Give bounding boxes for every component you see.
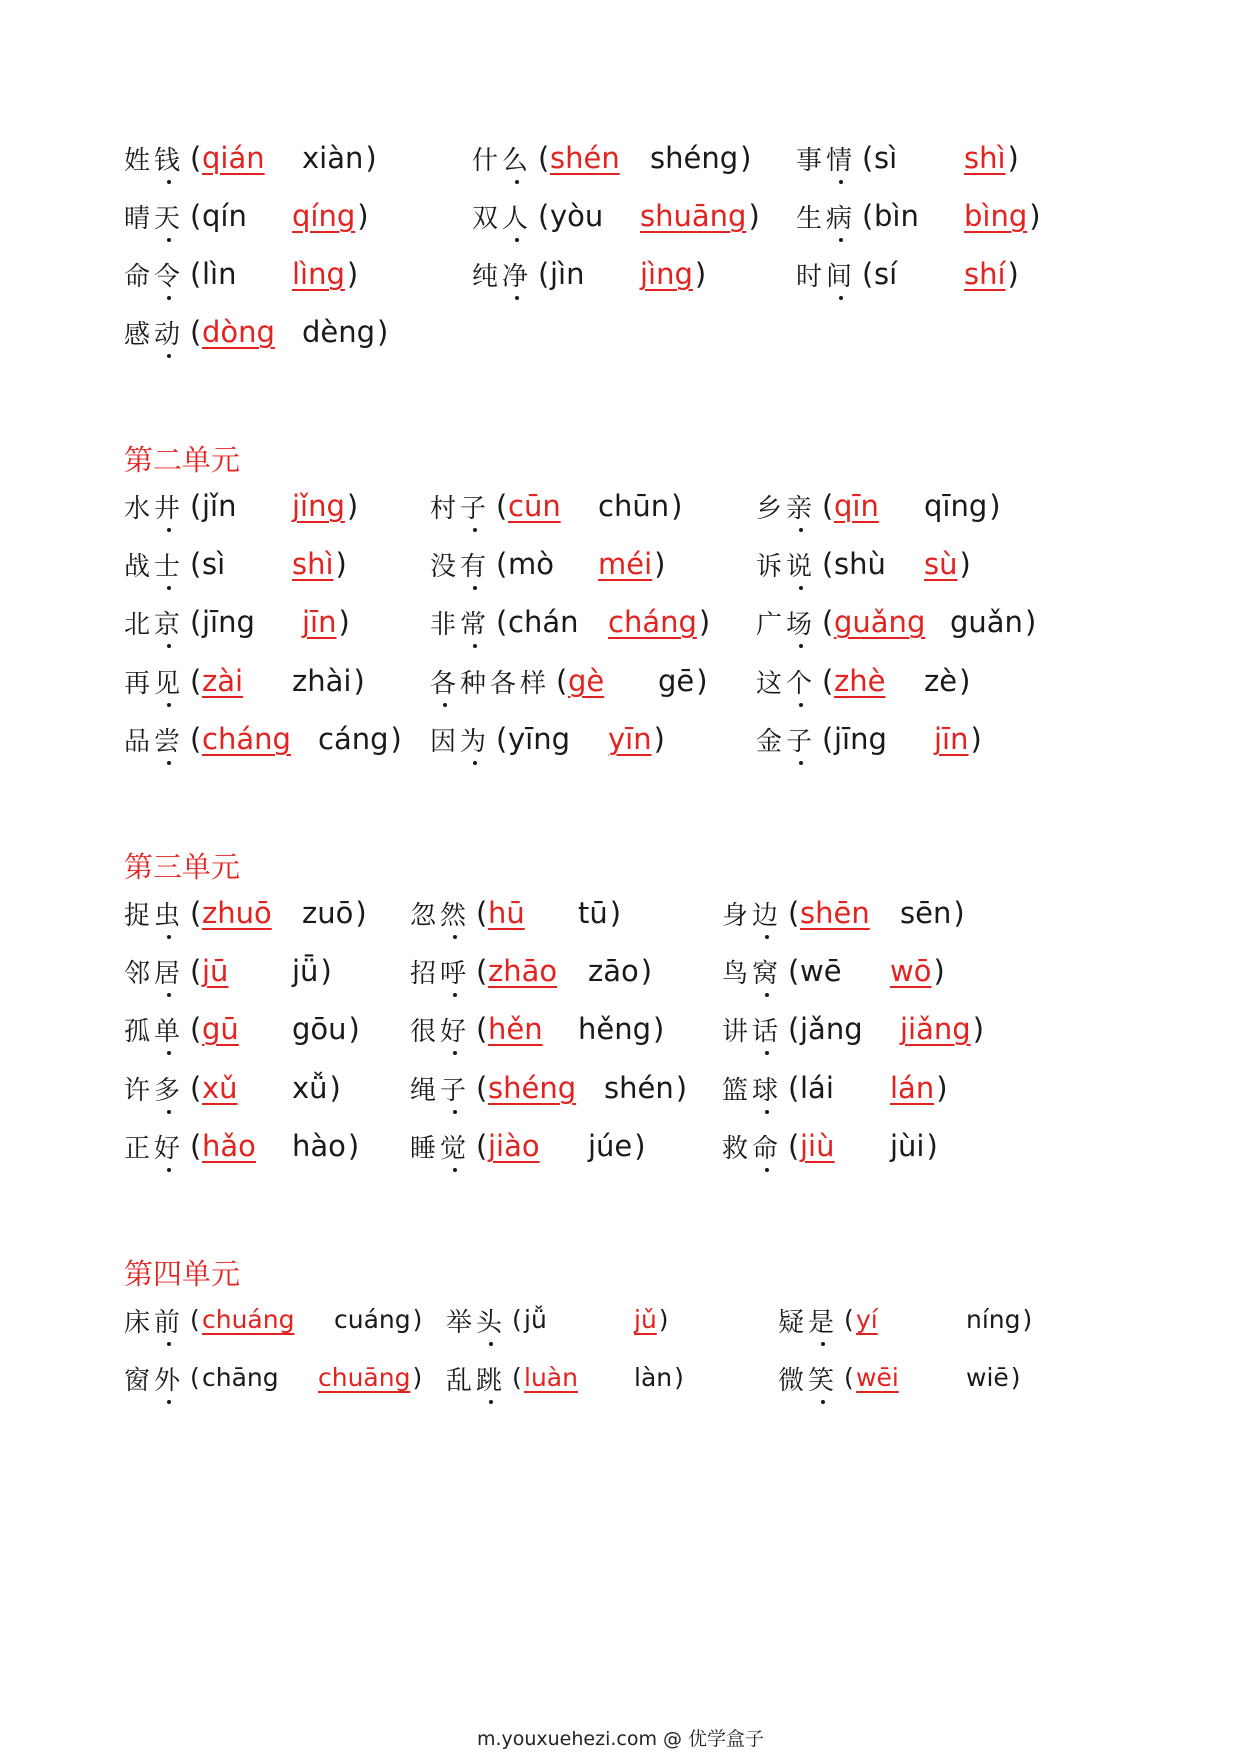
pinyin-option-1: yīng [508, 722, 571, 756]
pinyin-option-2: làn [634, 1363, 673, 1392]
open-paren: ( [538, 141, 550, 175]
emphasis-dot [765, 1051, 769, 1055]
open-paren: ( [190, 1363, 200, 1392]
emphasis-dot [167, 644, 171, 648]
open-paren: ( [190, 664, 202, 698]
pinyin-option-1: bìn [874, 199, 919, 233]
pinyin-option-1: chuáng [202, 1305, 295, 1334]
open-paren: ( [190, 489, 202, 523]
pinyin-option-1: jīng [202, 605, 255, 639]
pinyin-option-1: jǐn [202, 489, 237, 523]
pinyin-option-1: gè [568, 664, 605, 698]
close-paren: ) [658, 1305, 669, 1334]
close-paren: ) [1007, 141, 1019, 175]
emphasis-dot [443, 703, 447, 707]
chinese-word: 再见 [124, 669, 185, 699]
open-paren: ( [190, 141, 202, 175]
chinese-word: 正好 [124, 1134, 185, 1164]
emphasis-dot [167, 1051, 171, 1055]
close-paren: ) [338, 605, 350, 639]
emphasis-dot [167, 1110, 171, 1114]
pinyin-option-2: cáng [318, 722, 389, 756]
open-paren: ( [190, 722, 202, 756]
emphasis-dot [765, 993, 769, 997]
pinyin-option-2: gē [658, 664, 695, 698]
open-paren: ( [496, 722, 508, 756]
chinese-word: 战士 [124, 552, 185, 582]
close-paren: ) [365, 141, 377, 175]
pinyin-option-2: jǐng [292, 489, 345, 523]
emphasis-dot [167, 935, 171, 939]
pinyin-option-1: sì [202, 547, 226, 581]
open-paren: ( [476, 1012, 488, 1046]
close-paren: ) [748, 199, 760, 233]
open-paren: ( [476, 954, 488, 988]
close-paren: ) [698, 605, 711, 639]
emphasis-dot [765, 1110, 769, 1114]
chinese-word: 许多 [124, 1076, 185, 1106]
emphasis-dot [167, 993, 171, 997]
close-paren: ) [936, 1071, 948, 1105]
open-paren: ( [822, 489, 834, 523]
pinyin-option-2: chūn [598, 489, 670, 523]
pinyin-option-1: zhāo [488, 954, 558, 988]
pinyin-option-1: shéng [488, 1071, 577, 1105]
open-paren: ( [822, 664, 834, 698]
pinyin-option-2: gōu [292, 1012, 347, 1046]
pinyin-option-2: lìng [292, 257, 345, 291]
chinese-word: 事情 [796, 146, 857, 176]
pinyin-option-1: wēi [856, 1363, 899, 1392]
pinyin-option-1: shù [834, 547, 886, 581]
pinyin-option-2: jīn [934, 722, 969, 756]
close-paren: ) [377, 315, 389, 349]
chinese-word: 乱跳 [446, 1366, 507, 1396]
pinyin-option-2: qīng [924, 489, 988, 523]
pinyin-option-2: bìng [964, 199, 1028, 233]
emphasis-dot [515, 238, 519, 242]
emphasis-dot [489, 1342, 493, 1346]
close-paren: ) [1029, 199, 1041, 233]
chinese-word: 感动 [124, 320, 185, 350]
open-paren: ( [788, 896, 800, 930]
chinese-word: 北京 [124, 610, 185, 640]
close-paren: ) [959, 547, 971, 581]
emphasis-dot [167, 180, 171, 184]
emphasis-dot [473, 586, 477, 590]
pinyin-option-2: hěng [578, 1012, 652, 1046]
chinese-word: 忽然 [410, 901, 471, 931]
pinyin-option-1: chán [508, 605, 579, 639]
chinese-word: 乡亲 [756, 494, 817, 524]
pinyin-option-2: qíng [292, 199, 356, 233]
pinyin-option-2: wiē [966, 1363, 1009, 1392]
open-paren: ( [788, 1071, 800, 1105]
close-paren: ) [346, 257, 359, 291]
pinyin-option-2: zuō [302, 896, 354, 930]
close-paren: ) [675, 1071, 688, 1105]
pinyin-option-1: hǎo [202, 1129, 256, 1163]
open-paren: ( [844, 1305, 854, 1334]
chinese-word: 救命 [722, 1134, 783, 1164]
chinese-word: 疑是 [778, 1308, 839, 1338]
emphasis-dot [473, 528, 477, 532]
pinyin-option-2: shì [964, 141, 1006, 175]
open-paren: ( [496, 605, 508, 639]
pinyin-option-1: gū [202, 1012, 239, 1046]
emphasis-dot [167, 354, 171, 358]
close-paren: ) [740, 141, 752, 175]
emphasis-dot [453, 935, 457, 939]
emphasis-dot [453, 993, 457, 997]
chinese-word: 招呼 [410, 959, 471, 989]
emphasis-dot [799, 644, 803, 648]
close-paren: ) [335, 547, 347, 581]
emphasis-dot [453, 1168, 457, 1172]
pinyin-option-1: hěn [488, 1012, 543, 1046]
close-paren: ) [926, 1129, 938, 1163]
open-paren: ( [496, 489, 508, 523]
pinyin-option-2: jiǎng [900, 1012, 971, 1046]
pinyin-option-2: níng [966, 1305, 1021, 1334]
emphasis-dot [167, 238, 171, 242]
chinese-word: 睡觉 [410, 1134, 471, 1164]
pinyin-option-2: shéng [650, 141, 739, 175]
emphasis-dot [167, 586, 171, 590]
pinyin-option-2: lán [890, 1071, 935, 1105]
emphasis-dot [515, 296, 519, 300]
open-paren: ( [862, 199, 874, 233]
chinese-word: 捉虫 [124, 901, 185, 931]
pinyin-option-2: jǖ [292, 954, 319, 988]
emphasis-dot [799, 586, 803, 590]
chinese-word: 没有 [430, 552, 491, 582]
open-paren: ( [190, 1305, 200, 1334]
emphasis-dot [453, 1051, 457, 1055]
chinese-word: 邻居 [124, 959, 185, 989]
close-paren: ) [972, 1012, 985, 1046]
open-paren: ( [822, 547, 834, 581]
pinyin-option-1: luàn [524, 1363, 578, 1392]
pinyin-option-1: yòu [550, 199, 604, 233]
open-paren: ( [190, 896, 202, 930]
pinyin-option-1: jū [202, 954, 229, 988]
pinyin-option-1: mò [508, 547, 554, 581]
open-paren: ( [190, 954, 202, 988]
emphasis-dot [821, 1400, 825, 1404]
pinyin-option-1: zài [202, 664, 244, 698]
pinyin-option-1: jīng [834, 722, 887, 756]
pinyin-option-1: wē [800, 954, 842, 988]
pinyin-option-1: lìn [202, 257, 237, 291]
open-paren: ( [822, 722, 834, 756]
pinyin-option-2: méi [598, 547, 653, 581]
emphasis-dot [167, 296, 171, 300]
pinyin-option-2: zhài [292, 664, 352, 698]
open-paren: ( [512, 1305, 522, 1334]
pinyin-option-2: zè [924, 664, 958, 698]
chinese-word: 品尝 [124, 727, 185, 757]
close-paren: ) [671, 489, 683, 523]
close-paren: ) [412, 1363, 423, 1392]
chinese-word: 时间 [796, 262, 857, 292]
emphasis-dot [167, 1342, 171, 1346]
emphasis-dot [799, 761, 803, 765]
pinyin-option-2: yīn [608, 722, 652, 756]
pinyin-option-1: jiào [488, 1129, 540, 1163]
close-paren: ) [953, 896, 965, 930]
pinyin-option-2: wō [890, 954, 932, 988]
chinese-word: 孤单 [124, 1017, 185, 1047]
pinyin-option-2: jǔ [634, 1305, 657, 1334]
pinyin-option-1: yí [856, 1305, 878, 1334]
pinyin-option-1: guǎng [834, 605, 926, 639]
open-paren: ( [476, 1129, 488, 1163]
chinese-word: 微笑 [778, 1366, 839, 1396]
pinyin-option-2: jīn [302, 605, 337, 639]
unit-3-title: 第三单元 [124, 850, 241, 884]
close-paren: ) [654, 547, 666, 581]
open-paren: ( [190, 199, 202, 233]
close-paren: ) [348, 1012, 360, 1046]
close-paren: ) [346, 489, 359, 523]
close-paren: ) [1010, 1363, 1021, 1392]
open-paren: ( [844, 1363, 854, 1392]
pinyin-option-1: shén [550, 141, 620, 175]
pinyin-option-1: jǎng [800, 1012, 863, 1046]
pinyin-option-2: chuāng [318, 1363, 411, 1392]
emphasis-dot [839, 180, 843, 184]
open-paren: ( [538, 257, 550, 291]
pinyin-option-1: qián [202, 141, 265, 175]
pinyin-option-1: sí [874, 257, 898, 291]
pinyin-option-1: lái [800, 1071, 834, 1105]
close-paren: ) [357, 199, 369, 233]
pinyin-option-2: zāo [588, 954, 639, 988]
chinese-word: 窗外 [124, 1366, 185, 1396]
pinyin-option-2: xiàn [302, 141, 364, 175]
chinese-word: 讲话 [722, 1017, 783, 1047]
unit-2-title: 第二单元 [124, 443, 241, 477]
emphasis-dot [821, 1342, 825, 1346]
pinyin-option-2: sù [924, 547, 958, 581]
emphasis-dot [839, 296, 843, 300]
close-paren: ) [609, 896, 622, 930]
close-paren: ) [933, 954, 945, 988]
pinyin-option-2: cháng [608, 605, 697, 639]
open-paren: ( [190, 1129, 202, 1163]
chinese-word: 金子 [756, 727, 817, 757]
chinese-word: 身边 [722, 901, 783, 931]
chinese-word: 非常 [430, 610, 491, 640]
pinyin-option-1: zhè [834, 664, 886, 698]
close-paren: ) [653, 1012, 665, 1046]
close-paren: ) [634, 1129, 646, 1163]
close-paren: ) [653, 722, 665, 756]
chinese-word: 举头 [446, 1308, 507, 1338]
close-paren: ) [412, 1305, 423, 1334]
emphasis-dot [799, 528, 803, 532]
chinese-word: 鸟窝 [722, 959, 783, 989]
pinyin-option-1: qín [202, 199, 247, 233]
open-paren: ( [788, 954, 800, 988]
open-paren: ( [190, 1071, 202, 1105]
open-paren: ( [476, 896, 488, 930]
chinese-word: 双人 [472, 204, 533, 234]
chinese-word: 因为 [430, 727, 491, 757]
open-paren: ( [556, 664, 568, 698]
pinyin-option-2: shì [292, 547, 334, 581]
chinese-word: 姓钱 [124, 146, 185, 176]
chinese-word: 水井 [124, 494, 185, 524]
chinese-word: 很好 [410, 1017, 471, 1047]
chinese-word: 晴天 [124, 204, 185, 234]
pinyin-option-1: sì [874, 141, 898, 175]
chinese-word: 这个 [756, 669, 817, 699]
emphasis-dot [473, 761, 477, 765]
pinyin-option-1: jiù [800, 1129, 835, 1163]
chinese-word: 村子 [430, 494, 491, 524]
emphasis-dot [453, 1110, 457, 1114]
pinyin-option-1: jìn [550, 257, 585, 291]
open-paren: ( [862, 257, 874, 291]
emphasis-dot [515, 180, 519, 184]
pinyin-option-2: jìng [640, 257, 693, 291]
open-paren: ( [190, 315, 202, 349]
emphasis-dot [473, 644, 477, 648]
chinese-word: 命令 [124, 262, 185, 292]
close-paren: ) [355, 896, 367, 930]
emphasis-dot [799, 703, 803, 707]
pinyin-option-2: júe [588, 1129, 633, 1163]
close-paren: ) [970, 722, 982, 756]
chinese-word: 诉说 [756, 552, 817, 582]
open-paren: ( [512, 1363, 522, 1392]
emphasis-dot [765, 1168, 769, 1172]
open-paren: ( [190, 257, 202, 291]
close-paren: ) [347, 1129, 360, 1163]
close-paren: ) [353, 664, 365, 698]
pinyin-option-1: zhuō [202, 896, 272, 930]
pinyin-option-2: shuāng [640, 199, 747, 233]
footer-credit: m.youxuehezi.com @ 优学盒子 [476, 1728, 765, 1750]
emphasis-dot [167, 761, 171, 765]
pinyin-option-2: guǎn [950, 605, 1023, 639]
pinyin-option-1: qīn [834, 489, 879, 523]
close-paren: ) [1007, 257, 1019, 291]
emphasis-dot [839, 238, 843, 242]
close-paren: ) [640, 954, 653, 988]
open-paren: ( [476, 1071, 488, 1105]
emphasis-dot [167, 528, 171, 532]
emphasis-dot [167, 703, 171, 707]
pinyin-option-1: xǔ [202, 1071, 238, 1105]
open-paren: ( [190, 547, 202, 581]
pinyin-option-2: cuáng [334, 1305, 411, 1334]
pinyin-option-2: xǚ [292, 1071, 328, 1105]
pinyin-option-1: cháng [202, 722, 291, 756]
unit-4-title: 第四单元 [124, 1257, 241, 1291]
close-paren: ) [1022, 1305, 1033, 1334]
close-paren: ) [320, 954, 332, 988]
chinese-word: 纯净 [472, 262, 533, 292]
chinese-word: 什么 [472, 146, 533, 176]
pinyin-option-2: hào [292, 1129, 346, 1163]
open-paren: ( [862, 141, 874, 175]
emphasis-dot [765, 935, 769, 939]
emphasis-dot [167, 1400, 171, 1404]
chinese-word: 生病 [796, 204, 857, 234]
pinyin-option-2: dèng [302, 315, 376, 349]
close-paren: ) [959, 664, 971, 698]
close-paren: ) [390, 722, 402, 756]
open-paren: ( [190, 605, 202, 639]
open-paren: ( [788, 1129, 800, 1163]
pinyin-option-2: tū [578, 896, 608, 930]
pinyin-option-1: chāng [202, 1363, 279, 1392]
emphasis-dot [489, 1400, 493, 1404]
pinyin-option-2: sēn [900, 896, 952, 930]
open-paren: ( [822, 605, 834, 639]
pinyin-option-1: shēn [800, 896, 870, 930]
chinese-word: 床前 [124, 1308, 185, 1338]
pinyin-option-2: shí [964, 257, 1006, 291]
chinese-word: 各种各样 [430, 669, 551, 699]
close-paren: ) [989, 489, 1001, 523]
chinese-word: 篮球 [722, 1076, 783, 1106]
emphasis-dot [167, 1168, 171, 1172]
close-paren: ) [696, 664, 708, 698]
close-paren: ) [674, 1363, 684, 1392]
chinese-word: 绳子 [410, 1076, 471, 1106]
close-paren: ) [329, 1071, 341, 1105]
pinyin-option-1: hū [488, 896, 525, 930]
pinyin-option-1: dòng [202, 315, 275, 349]
pinyin-option-1: cūn [508, 489, 561, 523]
pinyin-option-2: jùi [890, 1129, 925, 1163]
pinyin-option-1: jǚ [524, 1305, 547, 1334]
close-paren: ) [1024, 605, 1037, 639]
open-paren: ( [496, 547, 508, 581]
open-paren: ( [788, 1012, 800, 1046]
open-paren: ( [538, 199, 550, 233]
chinese-word: 广场 [756, 610, 817, 640]
open-paren: ( [190, 1012, 202, 1046]
pinyin-option-2: shén [604, 1071, 674, 1105]
close-paren: ) [694, 257, 707, 291]
